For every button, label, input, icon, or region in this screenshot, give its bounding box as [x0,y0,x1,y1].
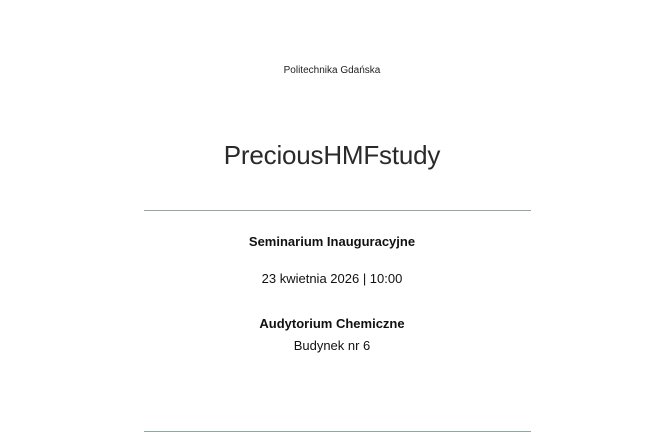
project-title: PreciousHMFstudy [223,140,441,170]
event-building: Budynek nr 6 [293,338,371,353]
organization-name: Politechnika Gdańska [283,65,381,76]
top-divider [144,210,531,211]
event-datetime: 23 kwietnia 2026 | 10:00 [261,271,403,286]
event-venue: Audytorium Chemiczne [259,316,405,331]
bottom-divider [144,431,531,432]
event-name: Seminarium Inauguracyjne [248,234,416,249]
